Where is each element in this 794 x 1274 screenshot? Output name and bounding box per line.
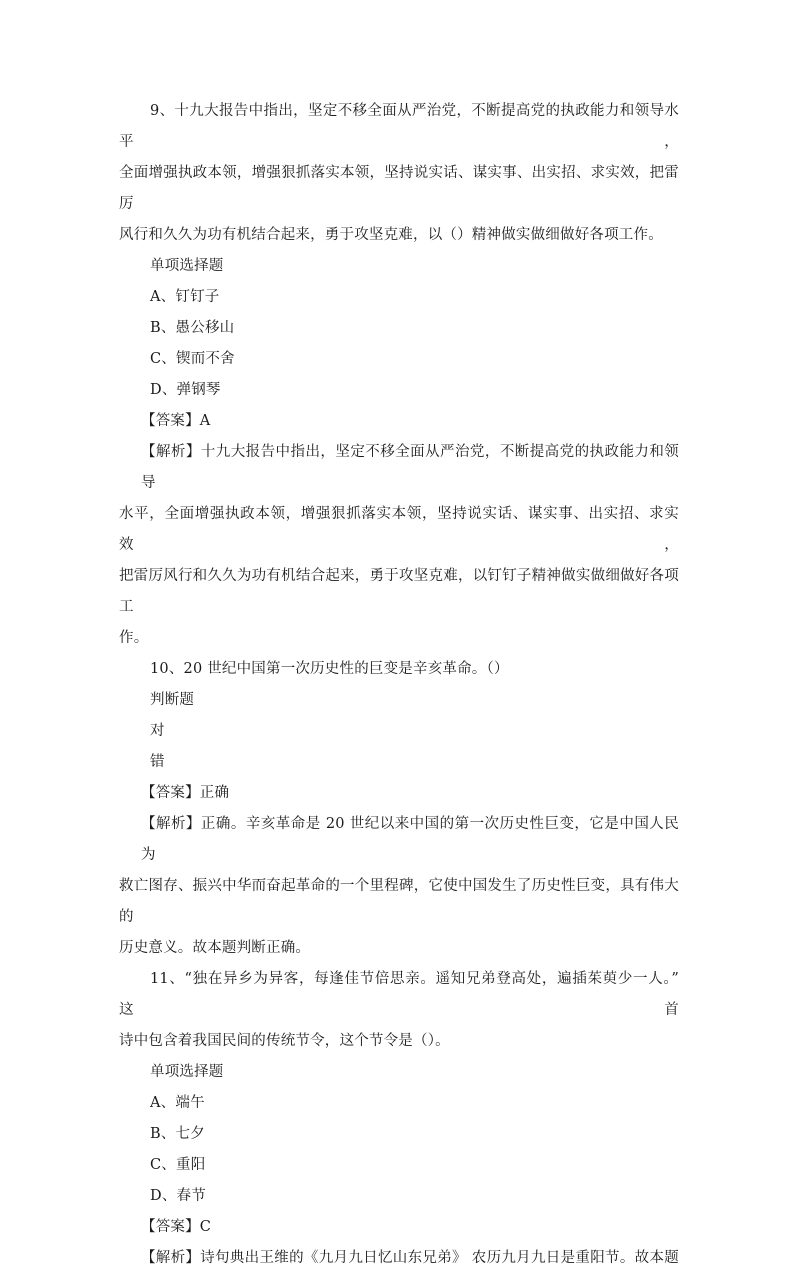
q11-stem-line2: 诗中包含着我国民间的传统节令，这个节令是（）。: [119, 1033, 450, 1049]
q10-option-true: 对: [150, 723, 165, 739]
q9-stem-line1: 9、十九大报告中指出，坚定不移全面从严治党，不断提高党的执政能力和领导水平，: [119, 103, 679, 150]
q9-stem-line3: 风行和久久为功有机结合起来，勇于攻坚克难，以（）精神做实做细做好各项工作。: [119, 227, 663, 243]
document-page: [119, 96, 679, 1274]
q9-analysis-line4: 作。: [119, 630, 149, 646]
q10-analysis-line1: 【解析】正确。辛亥革命是 20 世纪以来中国的第一次历史性巨变，它是中国人民为: [141, 816, 679, 863]
q9-analysis-line1: 【解析】十九大报告中指出，坚定不移全面从严治党，不断提高党的执政能力和领导: [141, 444, 679, 491]
q11-stem-line1: 11、“独在异乡为异客，每逢佳节倍思亲。遥知兄弟登高处，遍插茱萸少一人。” 这首: [119, 971, 679, 1018]
q9-analysis-line3: 把雷厉风行和久久为功有机结合起来，勇于攻坚克难，以钉钉子精神做实做细做好各项工: [119, 568, 679, 615]
q11-option-d: D、春节: [150, 1188, 206, 1204]
q11-analysis-line1: 【解析】诗句典出王维的《九月九日忆山东兄弟》 农历九月九日是重阳节。故本题: [141, 1250, 679, 1266]
q11-type: 单项选择题: [150, 1064, 224, 1080]
q10-analysis-line2: 救亡图存、振兴中华而奋起革命的一个里程碑，它使中国发生了历史性巨变，具有伟大的: [119, 878, 679, 925]
q11-option-c: C、重阳: [150, 1157, 206, 1173]
q10-stem-line1: 10、20 世纪中国第一次历史性的巨变是辛亥革命。（）: [150, 661, 509, 677]
q11-option-b: B、七夕: [150, 1126, 205, 1142]
q10-option-false: 错: [150, 754, 165, 770]
q9-answer: 【答案】A: [141, 413, 211, 429]
q10-analysis-line3: 历史意义。故本题判断正确。: [119, 940, 311, 956]
q10-answer: 【答案】正确: [141, 785, 230, 801]
q9-option-b: B、愚公移山: [150, 320, 235, 336]
q10-type: 判断题: [150, 692, 195, 708]
q9-option-c: C、锲而不舍: [150, 351, 235, 367]
q9-option-a: A、钉钉子: [150, 289, 220, 305]
q11-option-a: A、端午: [150, 1095, 205, 1111]
q9-analysis-line2: 水平，全面增强执政本领，增强狠抓落实本领，坚持说实话、谋实事、出实招、求实效，: [119, 506, 679, 553]
q11-answer: 【答案】C: [141, 1219, 212, 1235]
q9-type: 单项选择题: [150, 258, 224, 274]
q9-stem-line2: 全面增强执政本领，增强狠抓落实本领，坚持说实话、谋实事、出实招、求实效，把雷厉: [119, 165, 679, 212]
q9-option-d: D、弹钢琴: [150, 382, 221, 398]
